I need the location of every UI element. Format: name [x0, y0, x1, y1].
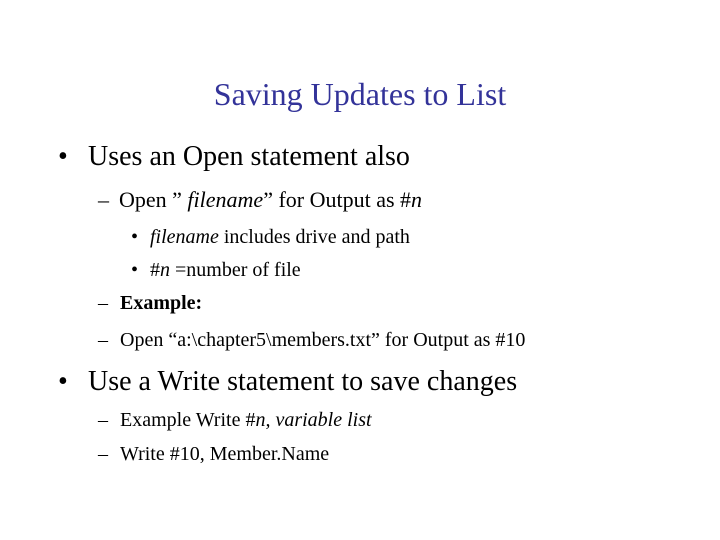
text-part: Open ” [119, 187, 188, 212]
bullet-text: Use a Write statement to save changes [88, 366, 518, 397]
subbullet-text: Open “a:\chapter5\members.txt” for Output as #10 [120, 329, 526, 351]
subbullet-text: Write #10, Member.Name [120, 443, 330, 465]
bullet-marker: • [131, 259, 139, 281]
subsubbullet-text [150, 258, 301, 282]
dash-marker: – [98, 409, 108, 431]
filename-text: filename [187, 187, 264, 212]
bullet-marker: • [131, 226, 139, 248]
text-part: =number of file [170, 259, 301, 281]
subbullet-text [119, 187, 422, 213]
dash-marker: – [98, 443, 108, 465]
filename-text: filename [150, 226, 219, 248]
text-part: includes drive and path [218, 226, 410, 248]
dash-marker: – [98, 292, 108, 314]
bullet-marker: • [58, 141, 68, 172]
bullet-marker: • [58, 366, 68, 397]
text-part: Example Write # [120, 409, 256, 431]
n-text: n [411, 187, 423, 212]
bullet-text: Uses an Open statement also [88, 141, 410, 172]
subsubbullet-text [150, 225, 410, 249]
n-text: n [160, 259, 170, 281]
variable-list-text: n, variable list [255, 409, 372, 431]
dash-marker: – [98, 329, 108, 351]
dash-marker: – [98, 187, 109, 212]
subbullet-text: Example: [120, 292, 203, 314]
text-part: ” for Output as # [263, 187, 412, 212]
slide-title: Saving Updates to List [213, 76, 507, 112]
text-part: # [150, 259, 160, 281]
subbullet-text [120, 408, 372, 432]
